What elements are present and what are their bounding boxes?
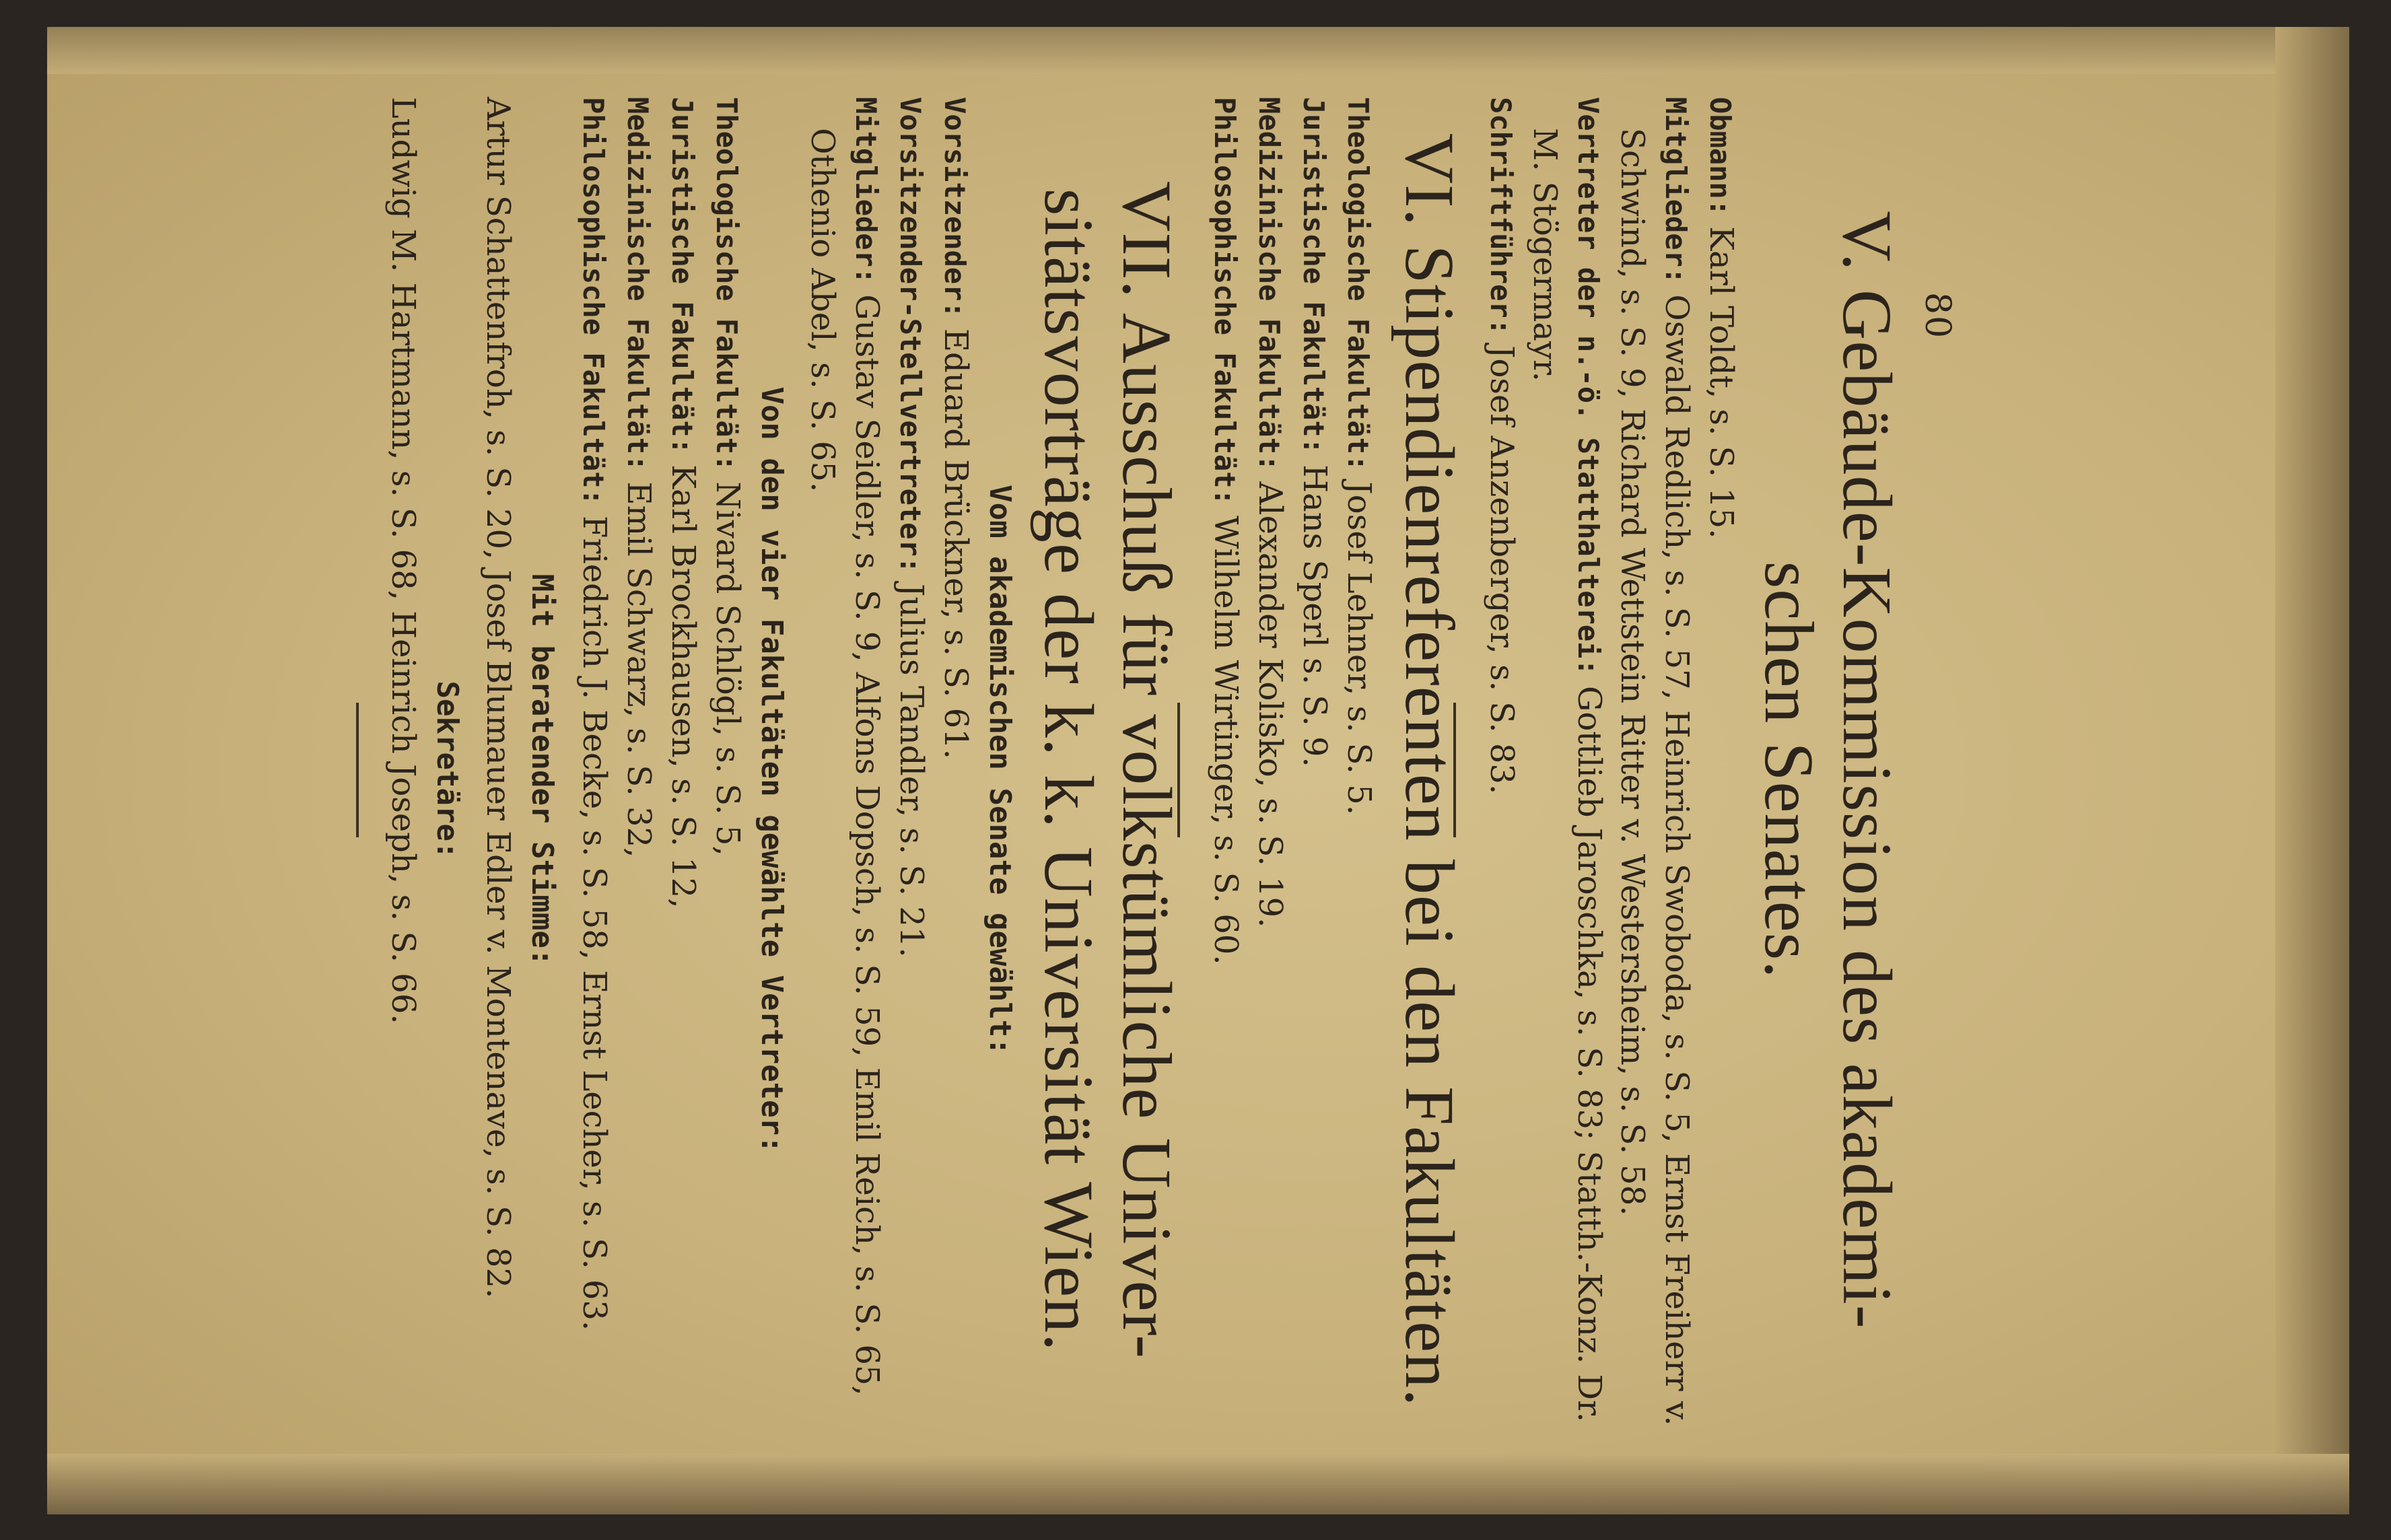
row-label: Philosophische Fakultät: bbox=[1208, 97, 1241, 505]
section-vii-row-medizin bbox=[616, 97, 660, 1443]
row-text: Wilhelm Wirtinger, s. S. 60. bbox=[1207, 505, 1245, 965]
row-text: Josef Anzenberger, s. S. 83. bbox=[1483, 335, 1521, 795]
row-text: Gottlieb Jaroschka, s. S. 83; Statth.-Konz. Dr. M. Stögermayr. bbox=[1526, 128, 1608, 1422]
row-text: Karl Brockhausen, s. S. 12, bbox=[664, 454, 702, 909]
row-label: Mitglieder: bbox=[1659, 97, 1692, 285]
section-vii-heading-line1: VII. Ausschuß für volkstümliche Univer- bbox=[1108, 181, 1185, 1359]
section-vii-row-theologie bbox=[705, 97, 749, 1443]
section-v bbox=[1453, 97, 1906, 1443]
section-v-heading-line1: V. Gebäude-Kommission des akademi- bbox=[1828, 211, 1906, 1329]
section-vii-row-vorsitzender bbox=[933, 97, 977, 1443]
row-label: Medizinische Fakultät: bbox=[1253, 97, 1286, 472]
row-text: Friedrich J. Becke, s. S. 58, Ernst Lecher, s. S. 63. bbox=[576, 505, 613, 1331]
subheading-faculties: Von den vier Fakultäten gewählte Vertreter: bbox=[755, 386, 789, 1154]
section-v-heading-line2: schen Senates. bbox=[1750, 561, 1828, 979]
row-label: Medizinische Fakultät: bbox=[621, 97, 654, 472]
row-label: Juristische Fakultät: bbox=[666, 97, 699, 455]
row-text: Oswald Redlich, s. S. 57, Heinrich Swoboda, s. S. 5, Ernst Freiherr v. Schwind, s. S. 9, Richard Wettstein Ritter v. Westersheim, s. S. 58. bbox=[1614, 128, 1696, 1426]
row-text: Eduard Brückner, s. S. 61. bbox=[937, 318, 975, 759]
section-vii-row-jus bbox=[660, 97, 705, 1443]
subheading-senate: Vom akademischen Senate gewählt: bbox=[983, 485, 1017, 1055]
row-text: Josef Lehner, s. S. 5. bbox=[1340, 471, 1378, 816]
page-edge-right bbox=[2275, 27, 2349, 1514]
row-text: Karl Toldt, s. S. 15. bbox=[1702, 216, 1740, 539]
row-label: Vertreter der n.-ö. Statthalterei: bbox=[1572, 97, 1605, 676]
page-edge-bottom bbox=[47, 1454, 2349, 1514]
section-vii-heading-line2: sitätsvorträge der k. k. Universität Wien. bbox=[1030, 188, 1107, 1352]
section-v-row-schriftfuehrer bbox=[1479, 97, 1523, 1443]
section-vi-heading: VI. Stipendienreferenten bei den Fakultäten. bbox=[1391, 133, 1468, 1407]
row-text: Alexander Kolisko, s. S. 19. bbox=[1251, 471, 1289, 928]
section-vii-row-philosophie bbox=[571, 97, 616, 1443]
row-text: Julius Tandler, s. S. 21. bbox=[893, 573, 930, 958]
section-vi-row-medizin bbox=[1247, 97, 1292, 1443]
section-vii-row-mitglieder bbox=[801, 97, 889, 1443]
row-label: Schriftführer: bbox=[1484, 97, 1517, 336]
section-vi-row-jus bbox=[1292, 97, 1336, 1443]
row-label: Vorsitzender: bbox=[938, 97, 971, 318]
row-label: Vorsitzender-Stellvertreter: bbox=[894, 97, 927, 574]
section-v-row-mitglieder bbox=[1611, 97, 1698, 1443]
row-text: Gustav Seidler, s. S. 9, Alfons Dopsch, s. S. 59, Emil Reich, s. S. 65, Othenio Abel, s. S. 65. bbox=[804, 128, 886, 1396]
row-text: Emil Schwarz, s. S. 32, bbox=[620, 471, 658, 858]
row-label: Obmann: bbox=[1704, 97, 1737, 217]
row-label: Philosophische Fakultät: bbox=[577, 97, 610, 505]
row-text: Nivard Schlögl, s. S. 5, bbox=[709, 471, 747, 856]
section-v-row-vertreter bbox=[1523, 97, 1611, 1443]
section-vii bbox=[356, 97, 1185, 1443]
row-label: Theologische Fakultät: bbox=[1342, 97, 1375, 472]
row-label: Mitglieder: bbox=[850, 97, 882, 285]
advisory-members: Artur Schattenfroh, s. S. 20, Josef Blumauer Edler v. Montenave, s. S. 82. bbox=[479, 97, 517, 1299]
section-vi-row-philosophie bbox=[1203, 97, 1247, 1443]
page-number: 80 bbox=[1917, 292, 1957, 340]
secretaries: Ludwig M. Hartmann, s. S. 68, Heinrich Joseph, s. S. 66. bbox=[384, 97, 422, 1024]
row-label: Theologische Fakultät: bbox=[710, 97, 743, 472]
row-text: Hans Sperl s. S. 9. bbox=[1296, 454, 1333, 767]
section-divider bbox=[356, 703, 359, 837]
rotated-text-block bbox=[18, 97, 1970, 1443]
page-edge-top bbox=[47, 27, 2349, 74]
section-vii-row-stellvertreter bbox=[889, 97, 933, 1443]
section-vi-row-theologie bbox=[1336, 97, 1381, 1443]
section-vi bbox=[1177, 97, 1468, 1443]
subheading-secretaries: Sekretäre: bbox=[430, 680, 464, 860]
row-label: Juristische Fakultät: bbox=[1297, 97, 1330, 455]
section-v-row-obmann bbox=[1698, 97, 1743, 1443]
subheading-advisory: Mit beratender Stimme: bbox=[525, 573, 559, 967]
